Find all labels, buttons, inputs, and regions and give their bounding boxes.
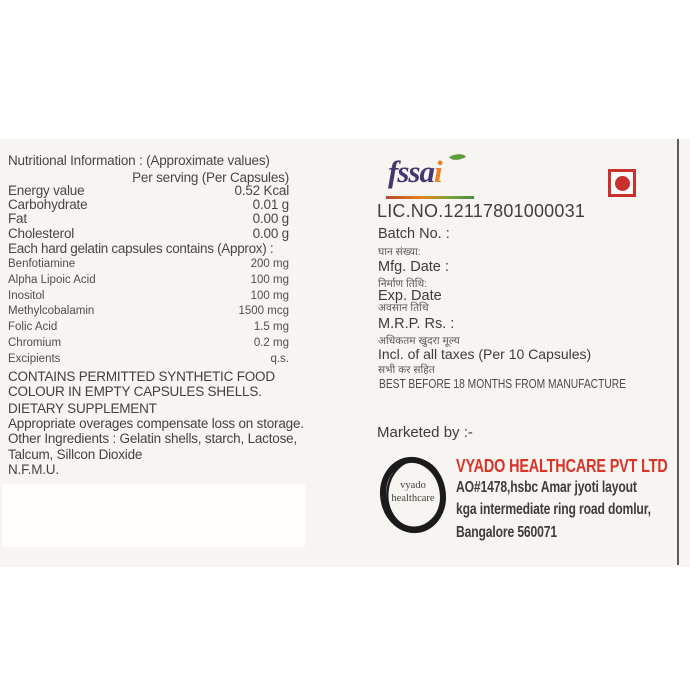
nutrient-value: 0.00 g (252, 225, 289, 241)
capsule-ingredient-rows (8, 257, 289, 368)
capsule-contents-heading: Each hard gelatin capsules contains (Approx) : (8, 241, 274, 256)
nutrient-label: Carbohydrate (8, 197, 88, 213)
fssai-underline (386, 196, 474, 199)
mrp-label: M.R.P. Rs. : (378, 316, 455, 332)
blank-white-area (2, 484, 305, 547)
taxes-label: Incl. of all taxes (Per 10 Capsules) (378, 346, 592, 362)
nutrient-row (8, 212, 289, 226)
dietary-supplement-block (8, 401, 304, 477)
ingredient-label: Alpha Lipoic Acid (8, 273, 96, 286)
address-line1: AO#1478,hsbc Amar jyoti layout (456, 479, 637, 496)
vyado-logo-line2: healthcare (391, 493, 435, 504)
synthetic-colour-note-line2: COLOUR IN EMPTY CAPSULES SHELLS. (8, 383, 262, 399)
ingredient-label: Inositol (8, 289, 45, 302)
vyado-healthcare-logo (379, 453, 447, 537)
leaf-icon (449, 150, 466, 164)
nutrient-label: Energy value (8, 183, 85, 198)
label-edge-line (677, 139, 679, 565)
fssai-logo (388, 152, 488, 204)
nutrient-row (8, 227, 289, 241)
best-before-note: BEST BEFORE 18 MONTHS FROM MANUFACTURE (379, 377, 626, 391)
other-ingredients-line2: Talcum, Sillcon Dioxide (8, 446, 143, 462)
fssai-license-number: LIC.NO.12117801000031 (377, 201, 586, 221)
nutrient-label: Fat (8, 211, 27, 227)
vyado-logo-text (379, 479, 447, 505)
nutrient-label: Cholesterol (8, 225, 75, 241)
storage-note: Appropriate overages compensate loss on storage. (8, 416, 304, 432)
nutrient-row (8, 184, 289, 198)
mfg-date-label-hindi: निर्माण तिथि: (378, 278, 428, 290)
ingredient-row (8, 273, 289, 289)
batch-no-label-hindi: घान संख्या: (378, 246, 421, 258)
exp-date-label-hindi: अवसान तिथि (378, 302, 429, 314)
ingredient-value: 100 mg (250, 273, 289, 286)
ingredient-value: 0.2 mg (253, 336, 289, 349)
nutrition-title: Nutritional Information : (Approximate values) (8, 153, 270, 168)
ingredient-row (8, 257, 289, 273)
ingredient-row (8, 320, 289, 336)
nutrition-subtitle: Per serving (Per Capsules) (132, 170, 289, 185)
nutrient-value: 0.01 g (252, 197, 289, 213)
ingredient-label: Chromium (8, 336, 62, 349)
ingredient-row (8, 289, 289, 305)
nonveg-dot (615, 176, 630, 191)
mrp-label-hindi: अधिकतम खुदरा मूल्य (378, 335, 460, 347)
synthetic-colour-note (8, 370, 275, 399)
synthetic-colour-note-line1: CONTAINS PERMITTED SYNTHETIC FOOD (8, 369, 275, 384)
ingredient-row (8, 352, 289, 368)
taxes-label-hindi: सभी कर सहित (378, 364, 435, 376)
ingredient-value: q.s. (270, 352, 289, 365)
nutrition-main-rows (8, 184, 289, 241)
ingredient-label: Folic Acid (8, 321, 58, 334)
ingredient-row (8, 304, 289, 320)
nutrient-value: 0.52 Kcal (234, 183, 289, 198)
nutrient-value: 0.00 g (252, 211, 289, 227)
marketed-by-label: Marketed by :- (377, 424, 473, 441)
dietary-supplement-heading: DIETARY SUPPLEMENT (8, 401, 157, 416)
nonveg-icon (608, 169, 636, 197)
fssai-wordmark: fssai (388, 154, 442, 189)
ingredient-label: Methylcobalamin (8, 305, 95, 318)
ingredient-value: 100 mg (250, 289, 289, 302)
ingredient-value: 1.5 mg (253, 321, 289, 334)
nfmu-note: N.F.M.U. (8, 461, 59, 477)
ingredient-value: 1500 mcg (238, 305, 289, 318)
ingredient-label: Excipients (8, 352, 61, 365)
ingredient-row (8, 336, 289, 352)
ingredient-value: 200 mg (250, 258, 289, 270)
nutrient-row (8, 198, 289, 212)
mfg-date-label: Mfg. Date : (378, 259, 449, 275)
batch-no-label: Batch No. : (378, 226, 450, 242)
address-line2: kga intermediate ring road domlur, (456, 501, 651, 519)
company-address (456, 477, 651, 544)
exp-date-label: Exp. Date (378, 288, 442, 304)
other-ingredients-line1: Other Ingredients : Gelatin shells, starch, Lactose, (8, 431, 297, 447)
vyado-logo-line1: vyado (400, 480, 426, 491)
address-line3: Bangalore 560071 (456, 523, 557, 541)
company-name: VYADO HEALTHCARE PVT LTD (456, 455, 668, 476)
ingredient-label: Benfotiamine (8, 258, 76, 270)
